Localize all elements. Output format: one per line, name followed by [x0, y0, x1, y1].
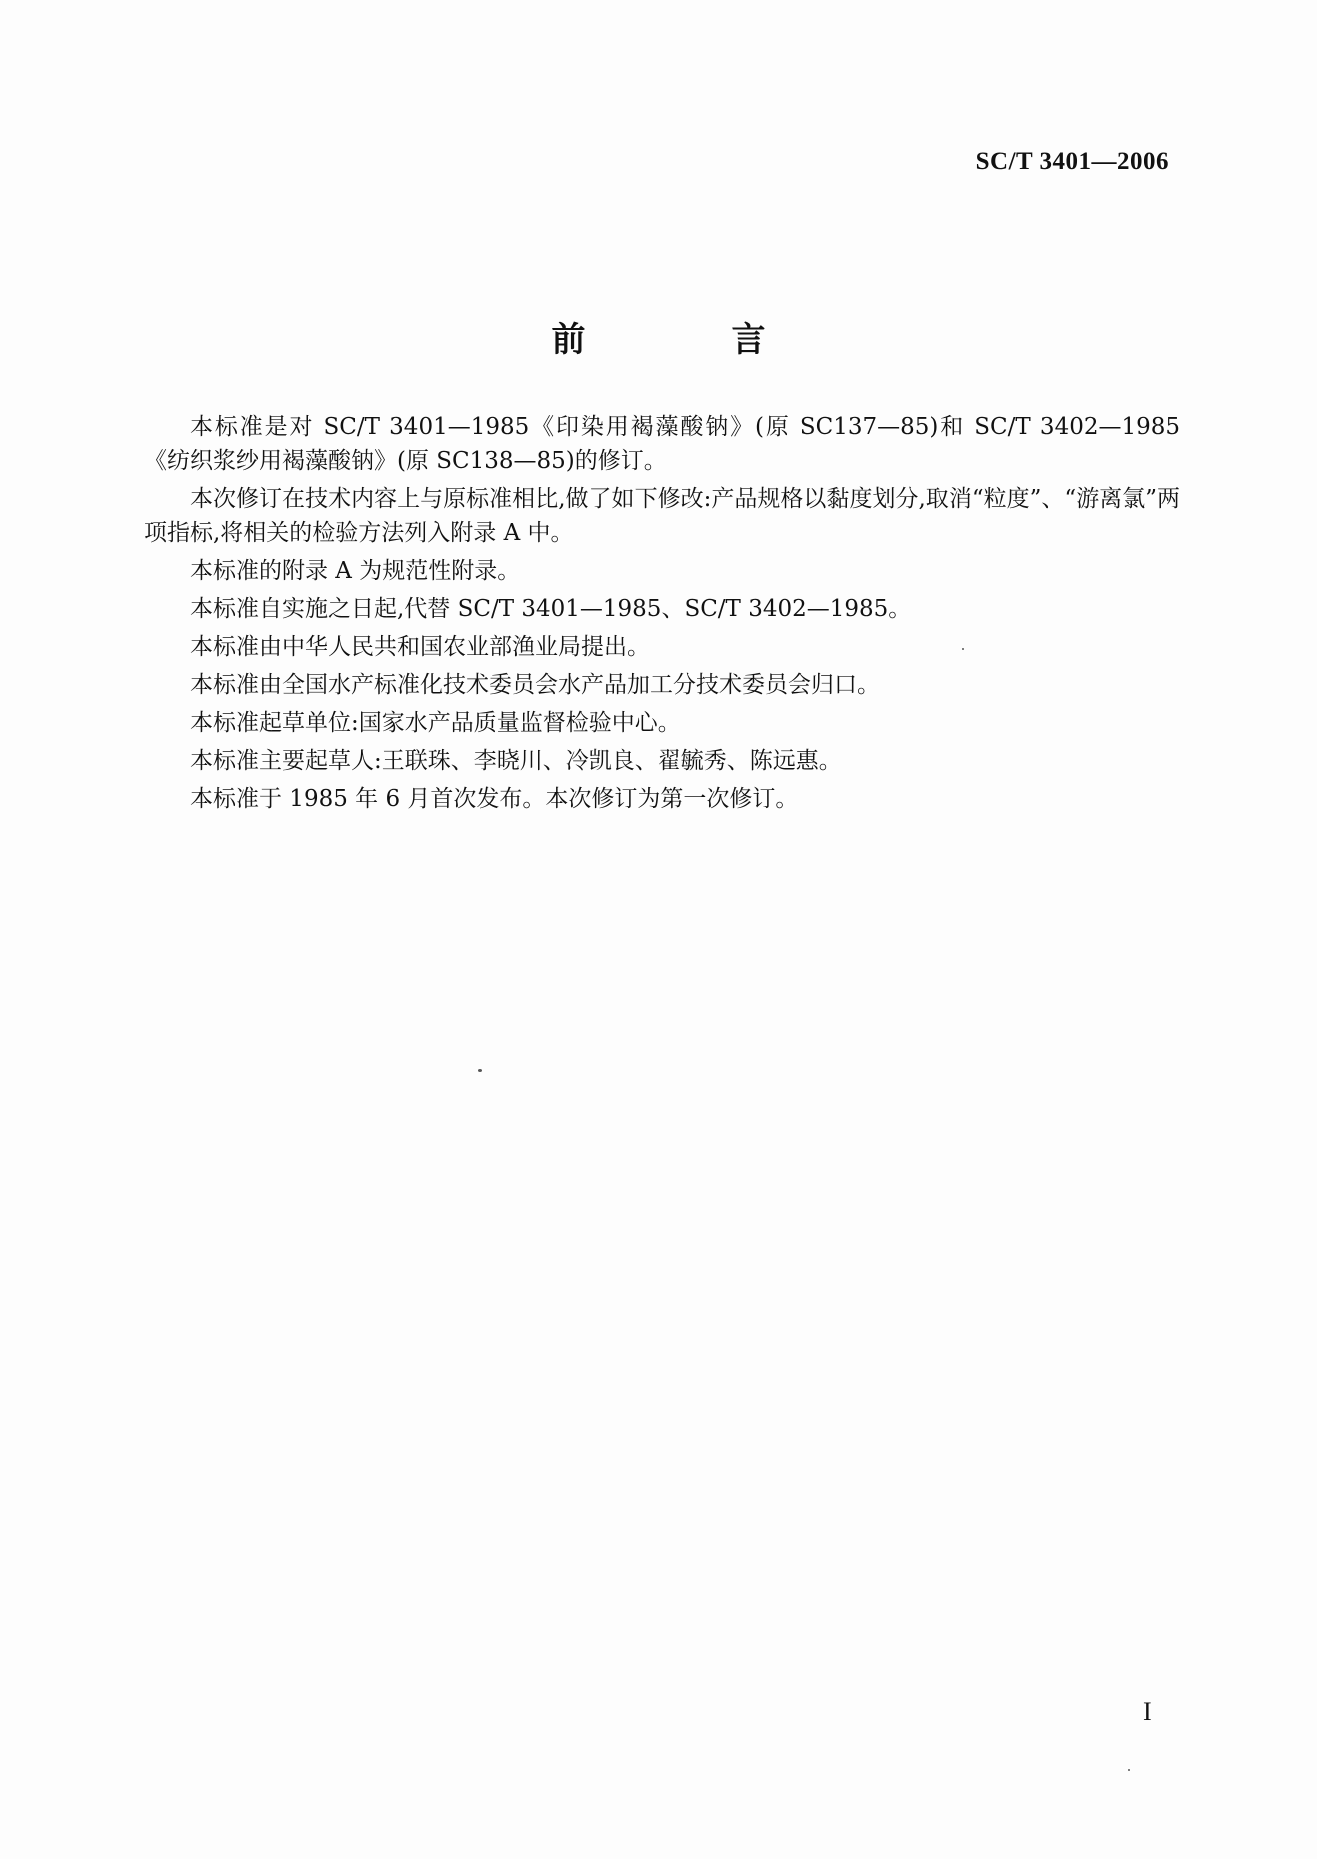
page-number: I — [1143, 1697, 1152, 1726]
page-title: 前 言 — [551, 320, 822, 360]
paragraph: 本标准自实施之日起,代替 SC/T 3401—1985、SC/T 3402—1985。 — [190, 596, 912, 622]
scan-speck — [962, 648, 964, 650]
standard-code: SC/T 3401—2006 — [975, 148, 1169, 175]
paragraph: 本标准起草单位:国家水产品质量监督检验中心。 — [190, 710, 681, 736]
paragraph: 本标准是对 SC/T 3401—1985《印染用褐藻酸钠》(原 SC137—85)和 SC/T 3402—1985《纺织浆纱用褐藻酸钠》(原 SC138—85)的修订。 — [144, 414, 1180, 474]
scan-speck — [1128, 1769, 1130, 1771]
paragraph: 本标准于 1985 年 6 月首次发布。本次修订为第一次修订。 — [190, 786, 799, 812]
paragraph: 本标准由全国水产标准化技术委员会水产品加工分技术委员会归口。 — [190, 672, 880, 698]
paragraph: 本次修订在技术内容上与原标准相比,做了如下修改:产品规格以黏度划分,取消“粒度”、“游离氯”两项指标,将相关的检验方法列入附录 A 中。 — [144, 486, 1180, 546]
paragraph: 本标准主要起草人:王联珠、李晓川、冷凯良、翟毓秀、陈远惠。 — [190, 748, 842, 774]
paragraph: 本标准的附录 A 为规范性附录。 — [190, 558, 521, 584]
paragraph: 本标准由中华人民共和国农业部渔业局提出。 — [190, 634, 650, 660]
scan-speck — [478, 1069, 482, 1072]
foreword-body — [144, 410, 1180, 820]
